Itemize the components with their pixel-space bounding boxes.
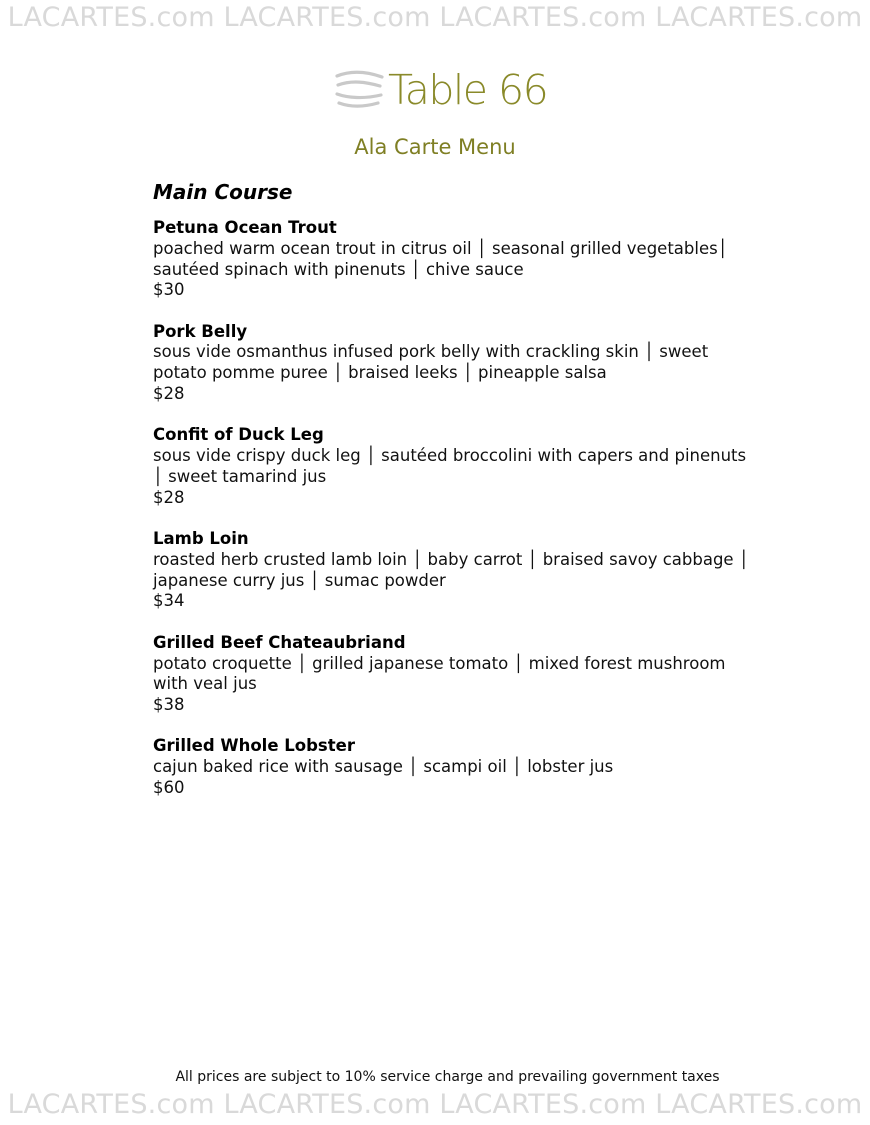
logo-swoosh-icon xyxy=(334,68,384,112)
item-description: roasted herb crusted lamb loin │ baby carrot │ braised savoy cabbage │ japanese curry jus │ sumac powder xyxy=(153,549,749,590)
item-name: Lamb Loin xyxy=(153,529,249,549)
menu-item xyxy=(153,322,753,405)
item-price: $38 xyxy=(153,695,185,715)
item-price: $30 xyxy=(153,280,185,300)
item-price: $60 xyxy=(153,778,185,798)
menu-item xyxy=(153,736,753,798)
item-description: poached warm ocean trout in citrus oil │ seasonal grilled vegetables│ sautéed spinach with pinenuts │ chive sauce xyxy=(153,238,728,279)
item-name: Confit of Duck Leg xyxy=(153,425,324,445)
watermark-top: LACARTES.com LACARTES.com LACARTES.com LACARTES.com xyxy=(7,2,863,33)
item-name: Grilled Whole Lobster xyxy=(153,736,355,756)
item-price: $34 xyxy=(153,591,185,611)
item-price: $28 xyxy=(153,384,185,404)
item-name: Petuna Ocean Trout xyxy=(153,218,337,237)
menu-item xyxy=(153,633,753,716)
watermark-bottom: LACARTES.com LACARTES.com LACARTES.com LACARTES.com xyxy=(7,1089,863,1120)
menu-item xyxy=(153,425,753,508)
item-description: cajun baked rice with sausage │ scampi oil │ lobster jus xyxy=(153,757,614,777)
item-name: Pork Belly xyxy=(153,321,248,341)
section-title: Main Course xyxy=(153,180,293,204)
item-name: Grilled Beef Chateaubriand xyxy=(153,632,406,652)
menu-item xyxy=(153,218,753,301)
footer-note: All prices are subject to 10% service charge and prevailing government taxes xyxy=(175,1069,720,1085)
item-description: potato croquette │ grilled japanese tomato │ mixed forest mushroom with veal jus xyxy=(153,653,726,694)
item-price: $28 xyxy=(153,487,185,507)
item-description: sous vide crispy duck leg │ sautéed broccolini with capers and pinenuts │ sweet tamarind jus xyxy=(153,446,747,486)
menu-item xyxy=(153,529,753,612)
logo-text: Table 66 xyxy=(388,65,548,114)
menu-items-list xyxy=(153,218,753,819)
item-description: sous vide osmanthus infused pork belly with crackling skin │ sweet potato pomme puree │ braised leeks │ pineapple salsa xyxy=(153,342,709,383)
restaurant-logo xyxy=(334,64,547,116)
menu-subtitle: Ala Carte Menu xyxy=(354,135,516,159)
